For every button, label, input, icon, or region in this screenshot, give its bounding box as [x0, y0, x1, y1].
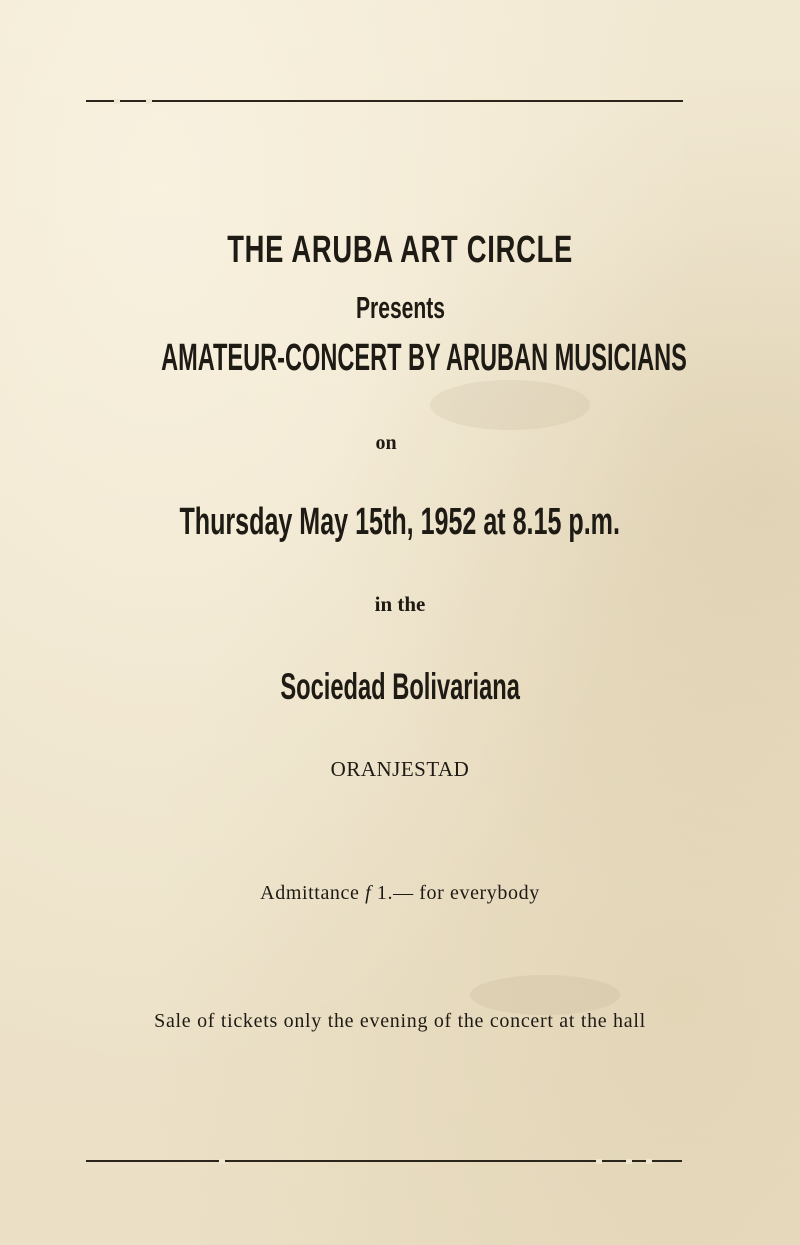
- in-the-label: in the: [374, 592, 426, 616]
- ticket-sale-note: Sale of tickets only the evening of the concert at the hall: [154, 1010, 646, 1032]
- florin-symbol: f: [365, 882, 372, 904]
- admittance-amount: 1.— for everybody: [376, 882, 540, 904]
- on-label: on: [375, 432, 397, 454]
- presents-label: Presents: [355, 290, 445, 325]
- bottom-rule: [86, 1160, 682, 1162]
- organizer-title: THE ARUBA ART CIRCLE: [227, 229, 573, 271]
- paper-stain: [430, 380, 590, 430]
- concert-title: AMATEUR-CONCERT BY ARUBAN MUSICIANS: [161, 337, 687, 379]
- venue-name: Sociedad Bolivariana: [280, 666, 520, 707]
- admittance-text: [0, 882, 800, 905]
- admittance-prefix: Admittance: [260, 882, 360, 904]
- top-rule: [86, 100, 683, 102]
- city-name: ORANJESTAD: [330, 757, 470, 781]
- paper-stain: [470, 975, 620, 1015]
- event-date: Thursday May 15th, 1952 at 8.15 p.m.: [179, 501, 621, 543]
